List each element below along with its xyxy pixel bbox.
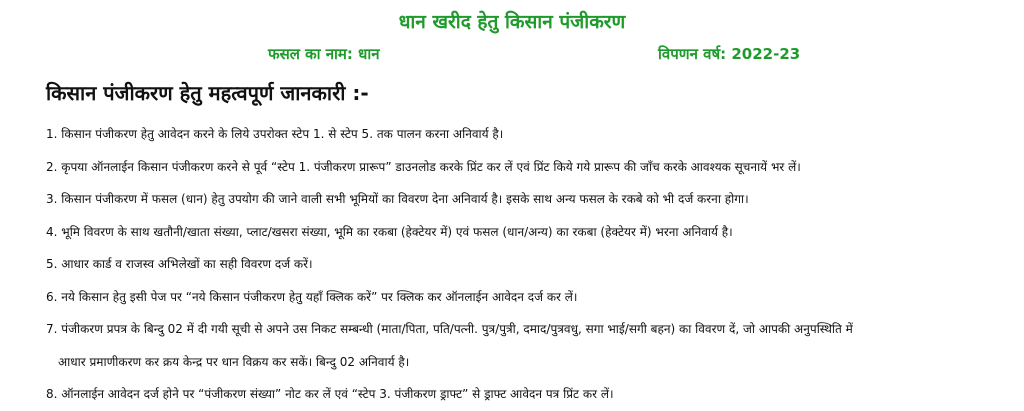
instruction-item-5 <box>46 248 1006 281</box>
instruction-text: 2. कृपया ऑनलाईन किसान पंजीकरण करने से पूर्व “स्टेप 1. पंजीकरण प्रारूप” डाउनलोड करके प्रिंट कर लें एवं प्रिंट किये गये प्रारूप की जाँच करके आवश्यक सूचनायें भर लें। <box>46 159 801 174</box>
marketing-year-label: विपणन वर्ष: 2022-23 <box>658 45 801 63</box>
instruction-text: 3. किसान पंजीकरण में फसल (धान) हेतु उपयोग की जाने वाली सभी भूमियों का विवरण देना अनिवार्य है। इसके साथ अन्य फसल के रकबे को भी दर्ज करना होगा। <box>46 192 749 206</box>
instruction-text: 4. भूमि विवरण के साथ खतौनी/खाता संख्या, प्लाट/खसरा संख्या, भूमि का रकबा (हेक्टेयर में) एवं फसल (धान/अन्य) का रकबा (हेक्टेयर में) भरना अनिवार्य है। <box>46 224 733 239</box>
instruction-item-4 <box>46 216 1006 249</box>
instruction-item-1 <box>46 118 1006 151</box>
info-heading: किसान पंजीकरण हेतु महत्वपूर्ण जानकारी :- <box>46 81 369 105</box>
instruction-text: 8. ऑनलाईन आवेदन दर्ज होने पर “पंजीकरण संख्या” नोट कर लें एवं “स्टेप 3. पंजीकरण ड्राफ्ट” से ड्राफ्ट आवेदन पत्र प्रिंट कर लें। <box>46 387 614 401</box>
instruction-item-6 <box>46 281 1006 314</box>
instruction-text: 5. आधार कार्ड व राजस्व अभिलेखों का सही विवरण दर्ज करें। <box>46 257 313 271</box>
instruction-text: 7. पंजीकरण प्रपत्र के बिन्दु 02 में दी गयी सूची से अपने उस निकट सम्बन्धी (माता/पिता, पति/पत्नी. पुत्र/पुत्री, दमाद/पुत्रवधु, सगा भाई/सगी बहन) का विवरण दें, जो आपकी अनुपस्थिति में <box>46 322 853 336</box>
instruction-continuation: आधार प्रमाणीकरण कर क्रय केन्द्र पर धान विक्रय कर सकें। बिन्दु 02 अनिवार्य है। <box>58 354 410 369</box>
instruction-text: 1. किसान पंजीकरण हेतु आवेदन करने के लिये उपरोक्त स्टेप 1. से स्टेप 5. तक पालन करना अनिवार्य है। <box>46 127 504 141</box>
instruction-item-3 <box>46 183 1006 216</box>
crop-name-label: फसल का नाम: धान <box>268 45 380 63</box>
page-title: धान खरीद हेतु किसान पंजीकरण <box>398 11 626 33</box>
instruction-text: 6. नये किसान हेतु इसी पेज पर “नये किसान पंजीकरण हेतु यहाँ क्लिक करें” पर क्लिक कर ऑनलाईन आवेदन दर्ज कर लें। <box>46 289 578 304</box>
instruction-item-2 <box>46 151 1006 184</box>
instruction-list <box>46 118 1006 411</box>
instruction-item-7 <box>46 313 1006 378</box>
